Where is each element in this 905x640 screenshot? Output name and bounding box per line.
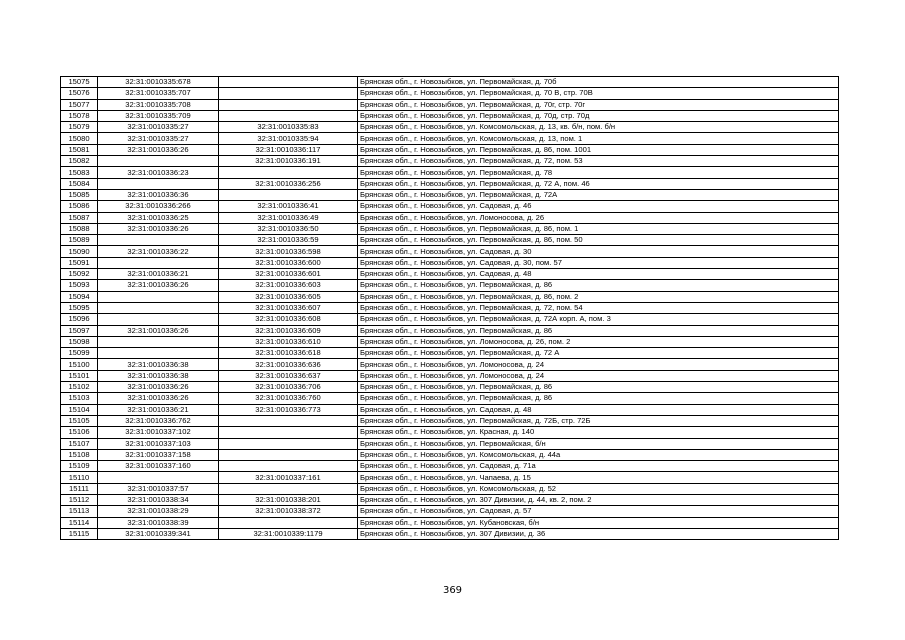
parcel-number-cell: 32:31:0010338:34 bbox=[98, 494, 219, 505]
table-row bbox=[61, 528, 839, 539]
parcel-number-cell bbox=[98, 348, 219, 359]
table-row bbox=[61, 133, 839, 144]
table-row bbox=[61, 178, 839, 189]
row-number-cell: 15085 bbox=[61, 189, 98, 200]
row-number-cell: 15082 bbox=[61, 156, 98, 167]
parcel-number-cell: 32:31:0010336:22 bbox=[98, 246, 219, 257]
address-cell: Брянская обл., г. Новозыбков, ул. Комсомольская, д. 44а bbox=[358, 449, 839, 460]
address-cell: Брянская обл., г. Новозыбков, ул. Садовая, д. 30, пом. 57 bbox=[358, 257, 839, 268]
address-cell: Брянская обл., г. Новозыбков, ул. Садовая, д. 48 bbox=[358, 269, 839, 280]
object-number-cell bbox=[219, 167, 358, 178]
object-number-cell: 32:31:0010336:605 bbox=[219, 291, 358, 302]
address-cell: Брянская обл., г. Новозыбков, ул. Первомайская, д. 78 bbox=[358, 167, 839, 178]
table-row bbox=[61, 314, 839, 325]
row-number-cell: 15088 bbox=[61, 223, 98, 234]
address-cell: Брянская обл., г. Новозыбков, ул. Кубановская, б/н bbox=[358, 517, 839, 528]
parcel-number-cell: 32:31:0010335:27 bbox=[98, 133, 219, 144]
object-number-cell: 32:31:0010338:372 bbox=[219, 506, 358, 517]
parcel-number-cell: 32:31:0010336:762 bbox=[98, 415, 219, 426]
table-row bbox=[61, 382, 839, 393]
address-cell: Брянская обл., г. Новозыбков, ул. Садовая, д. 71а bbox=[358, 461, 839, 472]
table-row bbox=[61, 483, 839, 494]
table-row bbox=[61, 438, 839, 449]
object-number-cell bbox=[219, 483, 358, 494]
object-number-cell bbox=[219, 88, 358, 99]
table-row bbox=[61, 99, 839, 110]
parcel-number-cell: 32:31:0010338:29 bbox=[98, 506, 219, 517]
table-row bbox=[61, 472, 839, 483]
table-row bbox=[61, 393, 839, 404]
row-number-cell: 15111 bbox=[61, 483, 98, 494]
address-cell: Брянская обл., г. Новозыбков, ул. Первомайская, д. 86, пом. 2 bbox=[358, 291, 839, 302]
records-table-body bbox=[61, 77, 839, 540]
object-number-cell: 32:31:0010336:598 bbox=[219, 246, 358, 257]
row-number-cell: 15107 bbox=[61, 438, 98, 449]
object-number-cell: 32:31:0010336:637 bbox=[219, 370, 358, 381]
address-cell: Брянская обл., г. Новозыбков, ул. Первомайская, д. 70д, стр. 70д bbox=[358, 110, 839, 121]
address-cell: Брянская обл., г. Новозыбков, ул. Комсомольская, д. 13, пом. 1 bbox=[358, 133, 839, 144]
row-number-cell: 15095 bbox=[61, 302, 98, 313]
address-cell: Брянская обл., г. Новозыбков, ул. Ломоносова, д. 24 bbox=[358, 359, 839, 370]
parcel-number-cell: 32:31:0010337:57 bbox=[98, 483, 219, 494]
object-number-cell: 32:31:0010336:760 bbox=[219, 393, 358, 404]
object-number-cell: 32:31:0010336:607 bbox=[219, 302, 358, 313]
table-row bbox=[61, 88, 839, 99]
address-cell: Брянская обл., г. Новозыбков, ул. Первомайская, д. 86 bbox=[358, 382, 839, 393]
parcel-number-cell: 32:31:0010336:266 bbox=[98, 201, 219, 212]
row-number-cell: 15081 bbox=[61, 144, 98, 155]
object-number-cell: 32:31:0010335:94 bbox=[219, 133, 358, 144]
address-cell: Брянская обл., г. Новозыбков, ул. Садовая, д. 57 bbox=[358, 506, 839, 517]
row-number-cell: 15115 bbox=[61, 528, 98, 539]
parcel-number-cell bbox=[98, 257, 219, 268]
parcel-number-cell: 32:31:0010336:26 bbox=[98, 144, 219, 155]
table-row bbox=[61, 189, 839, 200]
object-number-cell bbox=[219, 449, 358, 460]
address-cell: Брянская обл., г. Новозыбков, ул. Ломоносова, д. 24 bbox=[358, 370, 839, 381]
table-row bbox=[61, 336, 839, 347]
table-row bbox=[61, 235, 839, 246]
parcel-number-cell: 32:31:0010335:678 bbox=[98, 77, 219, 88]
object-number-cell: 32:31:0010336:117 bbox=[219, 144, 358, 155]
object-number-cell bbox=[219, 461, 358, 472]
row-number-cell: 15110 bbox=[61, 472, 98, 483]
object-number-cell: 32:31:0010336:603 bbox=[219, 280, 358, 291]
address-cell: Брянская обл., г. Новозыбков, ул. Красная, д. 140 bbox=[358, 427, 839, 438]
row-number-cell: 15093 bbox=[61, 280, 98, 291]
parcel-number-cell: 32:31:0010339:341 bbox=[98, 528, 219, 539]
row-number-cell: 15083 bbox=[61, 167, 98, 178]
row-number-cell: 15090 bbox=[61, 246, 98, 257]
table-row bbox=[61, 246, 839, 257]
address-cell: Брянская обл., г. Новозыбков, ул. Первомайская, д. 86, пом. 50 bbox=[358, 235, 839, 246]
row-number-cell: 15112 bbox=[61, 494, 98, 505]
address-cell: Брянская обл., г. Новозыбков, ул. Комсомольская, д. 13, кв. б/н, пом. б/н bbox=[358, 122, 839, 133]
address-cell: Брянская обл., г. Новозыбков, ул. Первомайская, д. 86 bbox=[358, 393, 839, 404]
row-number-cell: 15089 bbox=[61, 235, 98, 246]
table-row bbox=[61, 77, 839, 88]
parcel-number-cell: 32:31:0010336:25 bbox=[98, 212, 219, 223]
object-number-cell bbox=[219, 438, 358, 449]
object-number-cell: 32:31:0010336:600 bbox=[219, 257, 358, 268]
object-number-cell: 32:31:0010336:59 bbox=[219, 235, 358, 246]
parcel-number-cell: 32:31:0010336:38 bbox=[98, 359, 219, 370]
address-cell: Брянская обл., г. Новозыбков, ул. Первомайская, д. 72Б, стр. 72Б bbox=[358, 415, 839, 426]
object-number-cell: 32:31:0010336:610 bbox=[219, 336, 358, 347]
parcel-number-cell bbox=[98, 314, 219, 325]
parcel-number-cell: 32:31:0010336:38 bbox=[98, 370, 219, 381]
parcel-number-cell: 32:31:0010336:26 bbox=[98, 382, 219, 393]
row-number-cell: 15102 bbox=[61, 382, 98, 393]
parcel-number-cell bbox=[98, 472, 219, 483]
object-number-cell: 32:31:0010336:191 bbox=[219, 156, 358, 167]
object-number-cell: 32:31:0010339:1179 bbox=[219, 528, 358, 539]
object-number-cell bbox=[219, 427, 358, 438]
table-row bbox=[61, 201, 839, 212]
parcel-number-cell: 32:31:0010336:26 bbox=[98, 393, 219, 404]
table-row bbox=[61, 494, 839, 505]
parcel-number-cell: 32:31:0010337:158 bbox=[98, 449, 219, 460]
row-number-cell: 15078 bbox=[61, 110, 98, 121]
object-number-cell: 32:31:0010336:50 bbox=[219, 223, 358, 234]
parcel-number-cell bbox=[98, 156, 219, 167]
row-number-cell: 15106 bbox=[61, 427, 98, 438]
parcel-number-cell: 32:31:0010335:709 bbox=[98, 110, 219, 121]
table-row bbox=[61, 269, 839, 280]
row-number-cell: 15099 bbox=[61, 348, 98, 359]
table-row bbox=[61, 167, 839, 178]
row-number-cell: 15086 bbox=[61, 201, 98, 212]
row-number-cell: 15076 bbox=[61, 88, 98, 99]
address-cell: Брянская обл., г. Новозыбков, ул. Первомайская, д. 72, пом. 54 bbox=[358, 302, 839, 313]
parcel-number-cell: 32:31:0010336:21 bbox=[98, 269, 219, 280]
row-number-cell: 15087 bbox=[61, 212, 98, 223]
parcel-number-cell: 32:31:0010335:708 bbox=[98, 99, 219, 110]
address-cell: Брянская обл., г. Новозыбков, ул. Первомайская, д. 70б bbox=[358, 77, 839, 88]
parcel-number-cell bbox=[98, 178, 219, 189]
table-row bbox=[61, 110, 839, 121]
table-row bbox=[61, 325, 839, 336]
parcel-number-cell: 32:31:0010337:102 bbox=[98, 427, 219, 438]
row-number-cell: 15084 bbox=[61, 178, 98, 189]
object-number-cell: 32:31:0010336:773 bbox=[219, 404, 358, 415]
table-row bbox=[61, 223, 839, 234]
table-row bbox=[61, 302, 839, 313]
object-number-cell: 32:31:0010338:201 bbox=[219, 494, 358, 505]
table-row bbox=[61, 257, 839, 268]
page-number: 369 bbox=[442, 585, 463, 596]
table-row bbox=[61, 144, 839, 155]
parcel-number-cell bbox=[98, 302, 219, 313]
row-number-cell: 15113 bbox=[61, 506, 98, 517]
object-number-cell: 32:31:0010336:618 bbox=[219, 348, 358, 359]
address-cell: Брянская обл., г. Новозыбков, ул. Первомайская, д. 86, пом. 1001 bbox=[358, 144, 839, 155]
row-number-cell: 15096 bbox=[61, 314, 98, 325]
address-cell: Брянская обл., г. Новозыбков, ул. Первомайская, д. 72 А, пом. 46 bbox=[358, 178, 839, 189]
row-number-cell: 15075 bbox=[61, 77, 98, 88]
object-number-cell: 32:31:0010336:706 bbox=[219, 382, 358, 393]
address-cell: Брянская обл., г. Новозыбков, ул. Комсомольская, д. 52 bbox=[358, 483, 839, 494]
row-number-cell: 15098 bbox=[61, 336, 98, 347]
row-number-cell: 15103 bbox=[61, 393, 98, 404]
address-cell: Брянская обл., г. Новозыбков, ул. Первомайская, д. 70 В, стр. 70В bbox=[358, 88, 839, 99]
table-row bbox=[61, 415, 839, 426]
parcel-number-cell: 32:31:0010336:23 bbox=[98, 167, 219, 178]
address-cell: Брянская обл., г. Новозыбков, ул. Первомайская, д. 72, пом. 53 bbox=[358, 156, 839, 167]
table-row bbox=[61, 517, 839, 528]
parcel-number-cell bbox=[98, 235, 219, 246]
records-table bbox=[60, 76, 839, 540]
object-number-cell: 32:31:0010335:83 bbox=[219, 122, 358, 133]
row-number-cell: 15091 bbox=[61, 257, 98, 268]
table-row bbox=[61, 506, 839, 517]
address-cell: Брянская обл., г. Новозыбков, ул. Садовая, д. 46 bbox=[358, 201, 839, 212]
table-row bbox=[61, 461, 839, 472]
row-number-cell: 15105 bbox=[61, 415, 98, 426]
address-cell: Брянская обл., г. Новозыбков, ул. Садовая, д. 30 bbox=[358, 246, 839, 257]
address-cell: Брянская обл., г. Новозыбков, ул. Первомайская, д. 86 bbox=[358, 280, 839, 291]
parcel-number-cell: 32:31:0010337:160 bbox=[98, 461, 219, 472]
address-cell: Брянская обл., г. Новозыбков, ул. Первомайская, д. 72А bbox=[358, 189, 839, 200]
object-number-cell: 32:31:0010336:256 bbox=[219, 178, 358, 189]
parcel-number-cell: 32:31:0010335:27 bbox=[98, 122, 219, 133]
object-number-cell: 32:31:0010336:49 bbox=[219, 212, 358, 223]
parcel-number-cell: 32:31:0010336:26 bbox=[98, 325, 219, 336]
parcel-number-cell bbox=[98, 336, 219, 347]
object-number-cell: 32:31:0010337:161 bbox=[219, 472, 358, 483]
address-cell: Брянская обл., г. Новозыбков, ул. Ломоносова, д. 26, пом. 2 bbox=[358, 336, 839, 347]
object-number-cell: 32:31:0010336:601 bbox=[219, 269, 358, 280]
address-cell: Брянская обл., г. Новозыбков, ул. Ломоносова, д. 26 bbox=[358, 212, 839, 223]
row-number-cell: 15114 bbox=[61, 517, 98, 528]
address-cell: Брянская обл., г. Новозыбков, ул. Первомайская, д. 70г, стр. 70г bbox=[358, 99, 839, 110]
object-number-cell bbox=[219, 189, 358, 200]
table-row bbox=[61, 280, 839, 291]
row-number-cell: 15097 bbox=[61, 325, 98, 336]
object-number-cell: 32:31:0010336:608 bbox=[219, 314, 358, 325]
address-cell: Брянская обл., г. Новозыбков, ул. Первомайская, д. 72 А bbox=[358, 348, 839, 359]
row-number-cell: 15101 bbox=[61, 370, 98, 381]
parcel-number-cell bbox=[98, 291, 219, 302]
address-cell: Брянская обл., г. Новозыбков, ул. 307 Дивизии, д. 44, кв. 2, пом. 2 bbox=[358, 494, 839, 505]
table-row bbox=[61, 348, 839, 359]
row-number-cell: 15080 bbox=[61, 133, 98, 144]
row-number-cell: 15092 bbox=[61, 269, 98, 280]
object-number-cell bbox=[219, 99, 358, 110]
address-cell: Брянская обл., г. Новозыбков, ул. 307 Дивизии, д. 36 bbox=[358, 528, 839, 539]
object-number-cell bbox=[219, 517, 358, 528]
parcel-number-cell: 32:31:0010336:36 bbox=[98, 189, 219, 200]
parcel-number-cell: 32:31:0010338:39 bbox=[98, 517, 219, 528]
row-number-cell: 15077 bbox=[61, 99, 98, 110]
row-number-cell: 15108 bbox=[61, 449, 98, 460]
object-number-cell: 32:31:0010336:609 bbox=[219, 325, 358, 336]
table-row bbox=[61, 359, 839, 370]
table-row bbox=[61, 122, 839, 133]
table-row bbox=[61, 370, 839, 381]
object-number-cell bbox=[219, 110, 358, 121]
row-number-cell: 15109 bbox=[61, 461, 98, 472]
parcel-number-cell: 32:31:0010336:26 bbox=[98, 223, 219, 234]
table-row bbox=[61, 291, 839, 302]
address-cell: Брянская обл., г. Новозыбков, ул. Первомайская, д. 86, пом. 1 bbox=[358, 223, 839, 234]
table-row bbox=[61, 449, 839, 460]
address-cell: Брянская обл., г. Новозыбков, ул. Первомайская, д. 86 bbox=[358, 325, 839, 336]
parcel-number-cell: 32:31:0010337:103 bbox=[98, 438, 219, 449]
object-number-cell: 32:31:0010336:41 bbox=[219, 201, 358, 212]
parcel-number-cell: 32:31:0010336:26 bbox=[98, 280, 219, 291]
address-cell: Брянская обл., г. Новозыбков, ул. Чапаева, д. 15 bbox=[358, 472, 839, 483]
row-number-cell: 15104 bbox=[61, 404, 98, 415]
row-number-cell: 15094 bbox=[61, 291, 98, 302]
parcel-number-cell: 32:31:0010335:707 bbox=[98, 88, 219, 99]
row-number-cell: 15100 bbox=[61, 359, 98, 370]
row-number-cell: 15079 bbox=[61, 122, 98, 133]
address-cell: Брянская обл., г. Новозыбков, ул. Первомайская, д. 72А корп. А, пом. 3 bbox=[358, 314, 839, 325]
table-row bbox=[61, 404, 839, 415]
table-row bbox=[61, 212, 839, 223]
table-row bbox=[61, 156, 839, 167]
object-number-cell bbox=[219, 77, 358, 88]
object-number-cell: 32:31:0010336:636 bbox=[219, 359, 358, 370]
object-number-cell bbox=[219, 415, 358, 426]
address-cell: Брянская обл., г. Новозыбков, ул. Садовая, д. 48 bbox=[358, 404, 839, 415]
address-cell: Брянская обл., г. Новозыбков, ул. Первомайская, б/н bbox=[358, 438, 839, 449]
parcel-number-cell: 32:31:0010336:21 bbox=[98, 404, 219, 415]
table-row bbox=[61, 427, 839, 438]
